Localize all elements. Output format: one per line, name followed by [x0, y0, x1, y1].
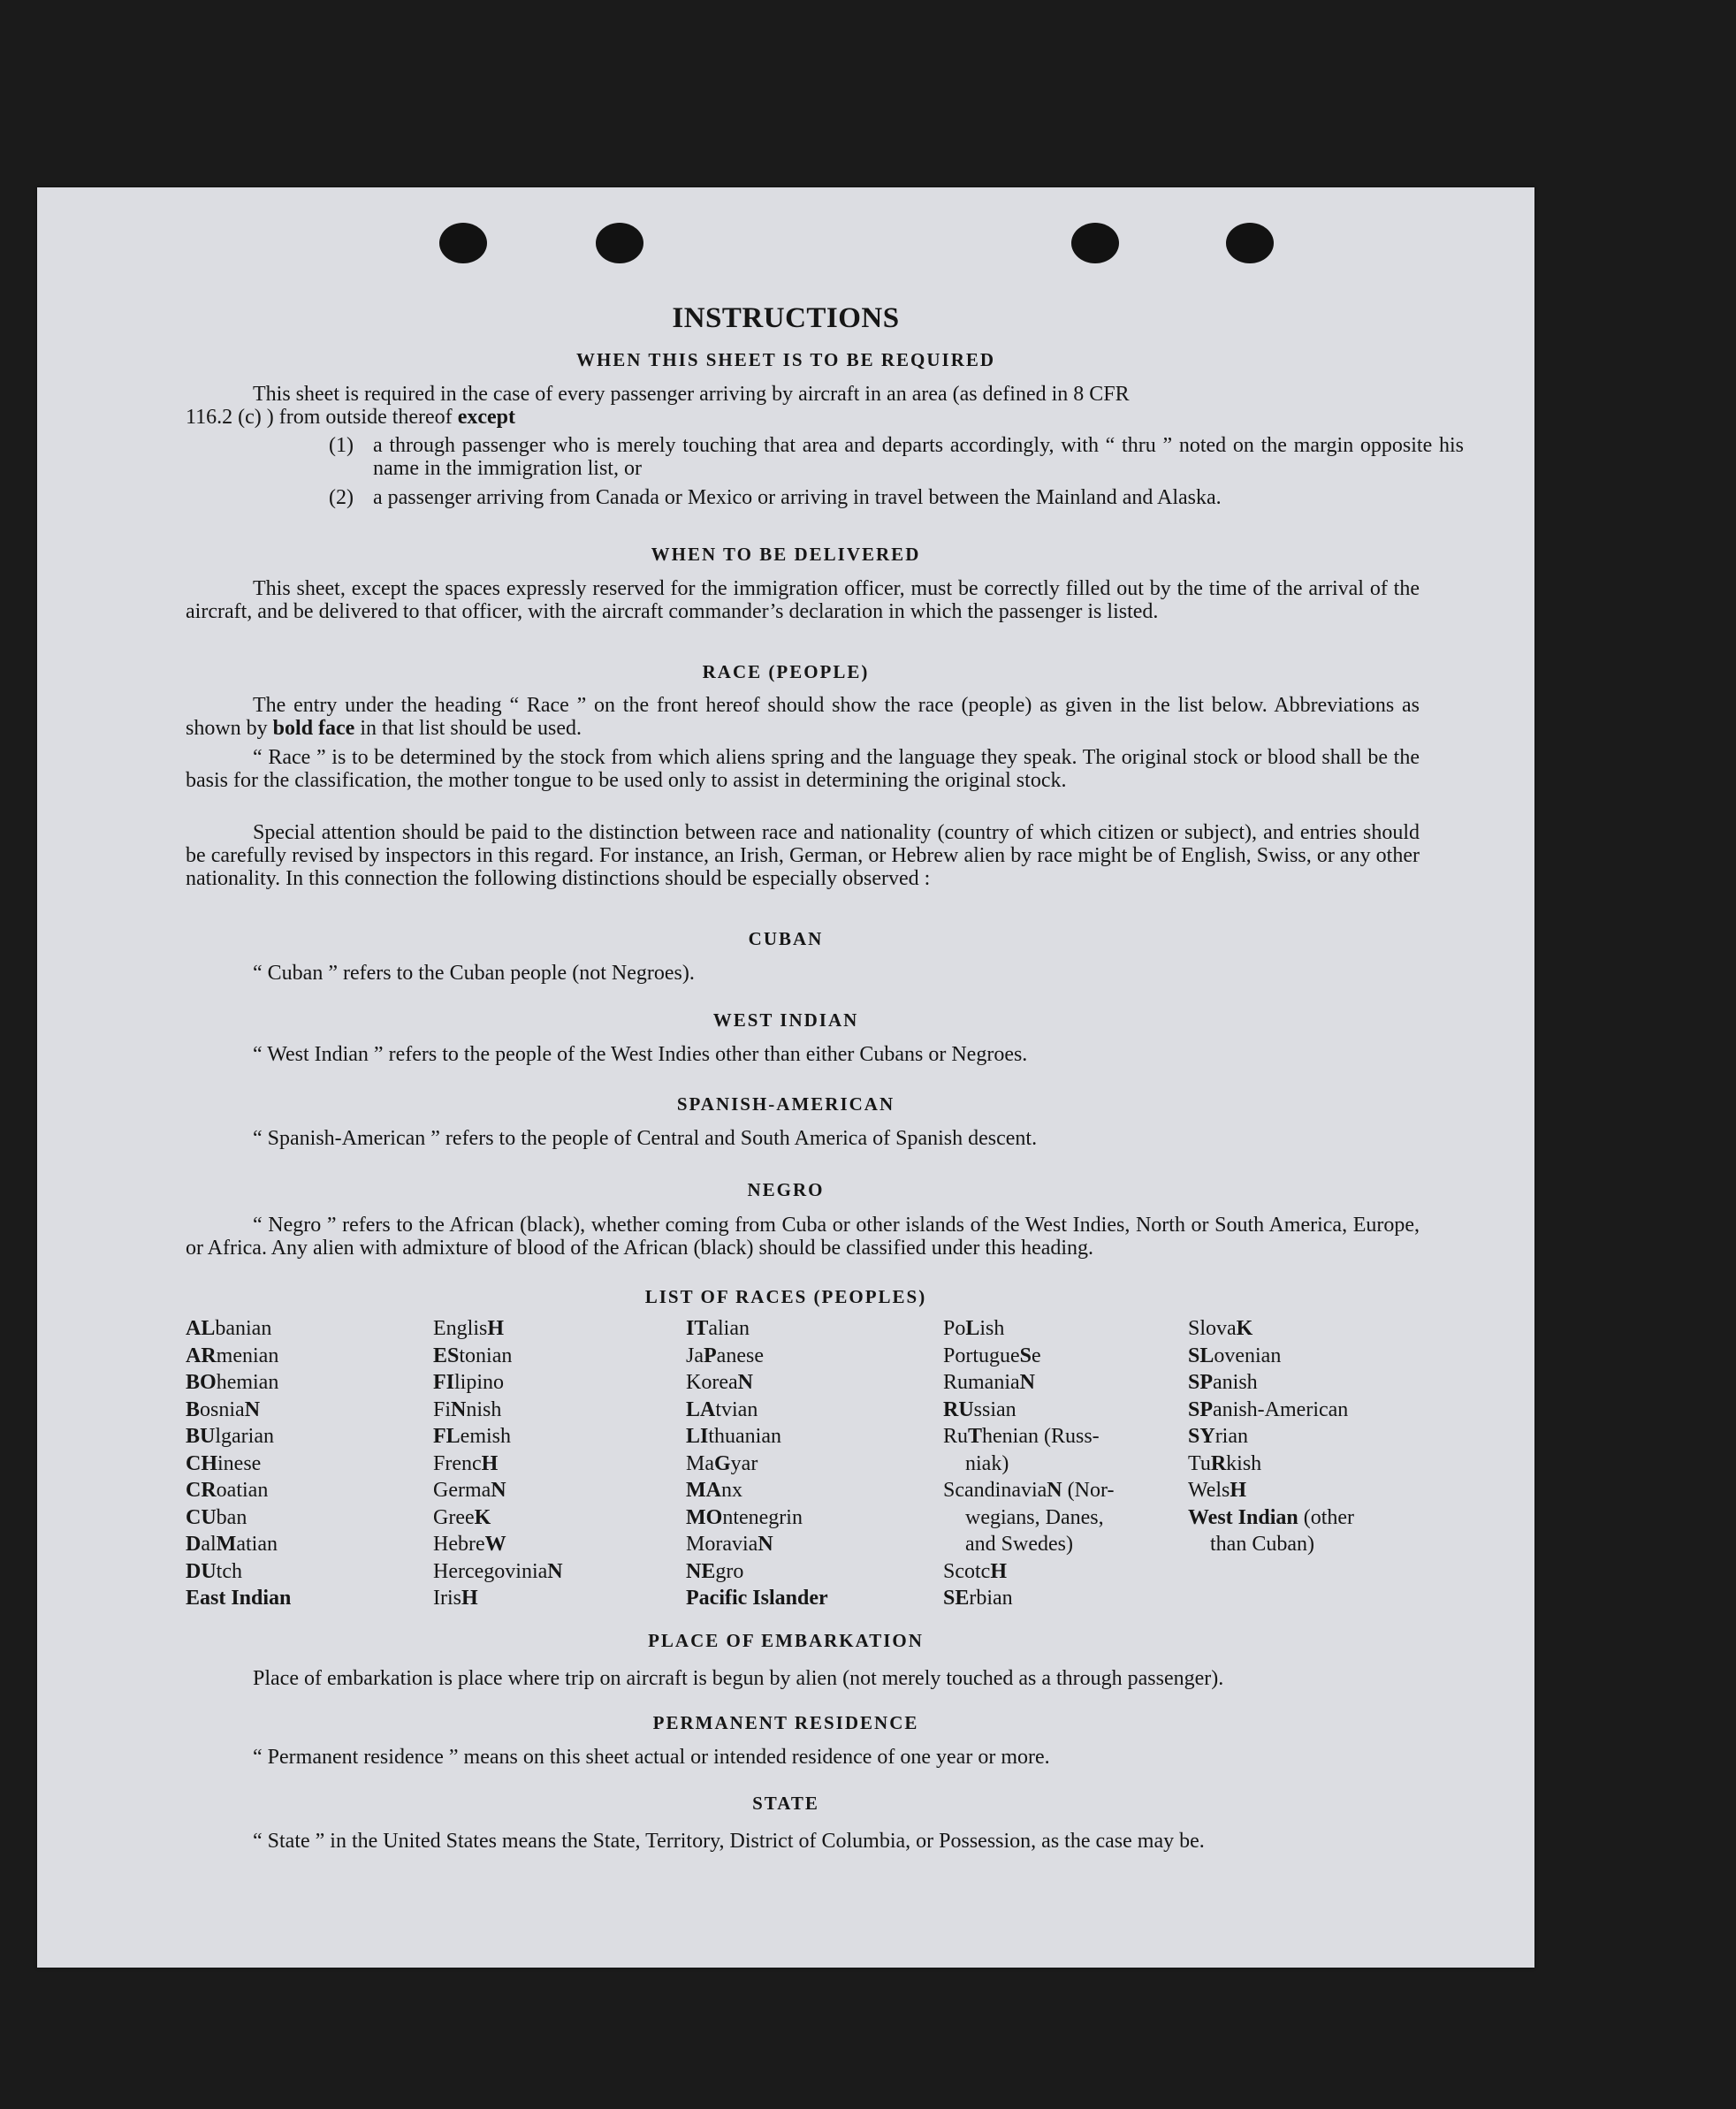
race-entry: SlovaK [1188, 1317, 1253, 1340]
race-entry: EStonian [433, 1344, 513, 1367]
negro-text: “ Negro ” refers to the African (black), whether coming from Cuba or other islands of the West Indies, North or South America, Europe, or Africa. Any alien with admixture of blood of the African (black) should be classified under this heading. [186, 1214, 1420, 1260]
race-entry: SErbian [943, 1587, 1013, 1610]
heading-permanent-residence: PERMANENT RESIDENCE [652, 1712, 919, 1733]
required-intro-line2: 116.2 (c) ) from outside thereof except [186, 406, 515, 429]
heading-west-indian: WEST INDIAN [712, 1009, 859, 1031]
heading-state: STATE [752, 1793, 819, 1814]
race-entry: PoLish [943, 1317, 1005, 1340]
race-entry: RuThenian (Russ- [943, 1425, 1100, 1448]
page-title: INSTRUCTIONS [672, 302, 900, 334]
race-entry: wegians, Danes, [965, 1505, 1104, 1529]
west-indian-text: “ West Indian ” refers to the people of the West Indies other than either Cubans or Negroes. [253, 1043, 1028, 1066]
punch-hole [596, 223, 643, 263]
punch-hole [439, 223, 487, 263]
race-entry: ScandinaviaN (Nor- [943, 1479, 1115, 1502]
race-paragraph-2: “ Race ” is to be determined by the stock from which aliens spring and the language they speak. The original stock or blood shall be the basis for the classification, the mother tongue to be used only to assist in determining the original stock. [186, 746, 1420, 792]
heading-place-of-embarkation: PLACE OF EMBARKATION [648, 1630, 924, 1651]
required-item-2: (2) a passenger arriving from Canada or Mexico or arriving in travel between the Mainland and Alaska. [329, 486, 1222, 509]
race-entry: East Indian [186, 1587, 292, 1610]
race-entry: BosniaN [186, 1397, 261, 1421]
race-entry: than Cuban) [1210, 1533, 1314, 1556]
race-entry: CRoatian [186, 1479, 269, 1502]
required-intro-line1: This sheet is required in the case of every passenger arriving by aircraft in an area (as defined in 8 CFR [253, 383, 1130, 406]
races-column [1188, 1315, 1354, 1558]
race-entry: EnglisH [433, 1317, 505, 1340]
race-entry: WelsH [1188, 1479, 1247, 1502]
races-column [186, 1315, 291, 1612]
punch-hole [1226, 223, 1274, 263]
race-entry: TuRkish [1188, 1451, 1262, 1475]
race-entry: ITalian [686, 1317, 750, 1340]
residence-text: “ Permanent residence ” means on this sheet actual or intended residence of one year or more. [253, 1746, 1050, 1769]
heading-when-delivered: WHEN TO BE DELIVERED [651, 544, 921, 565]
race-entry: ALbanian [186, 1317, 272, 1340]
race-entry: NEgro [686, 1559, 744, 1583]
race-entry: FLemish [433, 1425, 511, 1448]
race-entry: FIlipino [433, 1371, 505, 1394]
race-entry: BOhemian [186, 1371, 279, 1394]
spanish-american-text: “ Spanish-American ” refers to the people of Central and South America of Spanish descent. [253, 1127, 1038, 1150]
race-entry: CUban [186, 1505, 247, 1529]
cuban-text: “ Cuban ” refers to the Cuban people (not Negroes). [253, 962, 695, 985]
except-bold: except [457, 406, 515, 429]
race-entry: MAnx [686, 1479, 742, 1502]
delivered-text: This sheet, except the spaces expressly reserved for the immigration officer, must be correctly filled out by the time of the arrival of the aircraft, and be delivered to that officer, with the aircraft commander’s declaration in which the passenger is listed. [186, 577, 1420, 623]
race-entry: HercegoviniaN [433, 1559, 563, 1583]
races-column [943, 1315, 1114, 1612]
race-entry: LIthuanian [686, 1425, 781, 1448]
race-entry: IrisH [433, 1587, 478, 1610]
race-entry: BUlgarian [186, 1425, 274, 1448]
required-item-1: (1) a through passenger who is merely touching that area and departs accordingly, with “ thru ” noted on the margin opposite his name in the immigration list, or [329, 434, 1464, 480]
race-entry: LAtvian [686, 1397, 758, 1421]
heading-list-of-races: LIST OF RACES (PEOPLES) [644, 1286, 927, 1307]
race-entry: SLovenian [1188, 1344, 1282, 1367]
races-column [686, 1315, 828, 1612]
race-entry: FrencH [433, 1451, 499, 1475]
heading-spanish-american: SPANISH-AMERICAN [676, 1093, 895, 1115]
race-entry: HebreW [433, 1533, 506, 1556]
race-entry: RUssian [943, 1397, 1016, 1421]
race-entry: SPanish [1188, 1371, 1258, 1394]
race-entry: MoraviaN [686, 1533, 773, 1556]
race-entry: and Swedes) [965, 1533, 1073, 1556]
race-paragraph-1: The entry under the heading “ Race ” on the front hereof should show the race (people) as given in the list below. Abbreviations as shown by bold face in that list should be used. [186, 694, 1420, 740]
race-entry: FiNnish [433, 1397, 502, 1421]
race-entry: JaPanese [686, 1344, 764, 1367]
race-entry: PortugueSe [943, 1344, 1041, 1367]
race-entry: ScotcH [943, 1559, 1007, 1583]
heading-when-required: WHEN THIS SHEET IS TO BE REQUIRED [575, 349, 996, 370]
race-entry: KoreaN [686, 1371, 753, 1394]
punch-hole [1071, 223, 1119, 263]
race-paragraph-3: Special attention should be paid to the distinction between race and nationality (country of which citizen or subject), and entries should be carefully revised by inspectors in this regard. For instance, an Irish, German, or Hebrew alien by race might be of English, Swiss, or any other nationality. In this connection the following distinctions should be especially observed : [186, 821, 1420, 890]
race-entry: DalMatian [186, 1533, 278, 1556]
race-entry: MaGyar [686, 1451, 758, 1475]
heading-race: RACE (PEOPLE) [702, 661, 870, 682]
heading-negro: NEGRO [747, 1179, 825, 1200]
heading-cuban: CUBAN [748, 928, 824, 949]
race-entry: SPanish-American [1188, 1397, 1349, 1421]
race-entry: GreeK [433, 1505, 491, 1529]
race-entry: SYrian [1188, 1425, 1248, 1448]
race-entry: RumaniaN [943, 1371, 1035, 1394]
race-entry: Pacific Islander [686, 1587, 828, 1610]
races-column [433, 1315, 563, 1612]
race-entry: West Indian (other [1188, 1505, 1355, 1529]
race-entry: niak) [965, 1451, 1009, 1475]
race-entry: GermaN [433, 1479, 506, 1502]
race-entry: ARmenian [186, 1344, 279, 1367]
instruction-sheet [37, 187, 1534, 1968]
race-entry: MOntenegrin [686, 1505, 803, 1529]
race-entry: DUtch [186, 1559, 242, 1583]
state-text: “ State ” in the United States means the State, Territory, District of Columbia, or Possession, as the case may be. [253, 1830, 1205, 1853]
embarkation-text: Place of embarkation is place where trip on aircraft is begun by alien (not merely touched as a through passenger). [253, 1667, 1224, 1690]
race-entry: CHinese [186, 1451, 262, 1475]
